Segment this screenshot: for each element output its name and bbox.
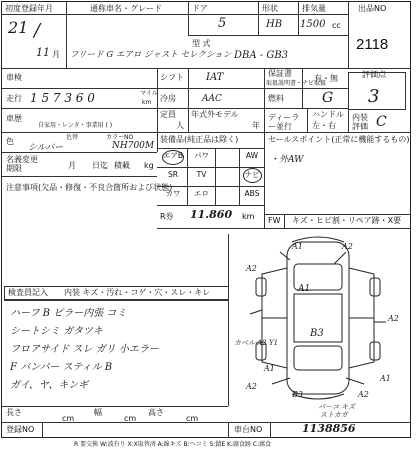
equip-tv: TV <box>196 170 207 179</box>
model-code-label: 型 式 <box>192 39 211 48</box>
chassis-value: 1138856 <box>302 422 356 435</box>
fw-options: キズ・ヒビ割・リペア跡・X要 <box>292 216 402 225</box>
door-value: 5 <box>218 16 227 31</box>
history-options: 自家用・レンタ・事業用 ( ) <box>38 122 113 129</box>
mark-a1-top: A1 <box>292 242 303 251</box>
mark-a1-right: A1 <box>298 284 311 294</box>
month-suffix: 月 <box>52 50 60 59</box>
shift-label: シフト <box>160 73 184 82</box>
sales-value: ・外AW <box>270 155 304 165</box>
damage-legend: R 要交換 W:波有り X:X取替済 A:線キズ B:へコミ S:錆E K:腐食跡 C:腐食 <box>74 441 272 448</box>
first-reg-month: 11 <box>36 46 50 59</box>
fw-label: FW <box>268 216 281 225</box>
lot-value: 2118 <box>356 36 389 53</box>
mark-a2-rear-right: A2 <box>358 390 369 399</box>
note-line-4: F バンパー スティル B <box>10 362 113 373</box>
load-unit: kg <box>144 161 154 170</box>
warranty-value: 有・無 <box>314 74 338 83</box>
shape-label: 形状 <box>262 4 278 13</box>
equip-ero: エロ <box>194 189 209 198</box>
equip-abs: ABS <box>244 189 260 198</box>
mark-a1-bottom-left: A1 <box>264 364 275 373</box>
first-reg-label: 初度登録年月 <box>5 4 53 13</box>
first-reg-year: 21 <box>8 18 29 37</box>
mark-bottom-note: ストカガ <box>320 411 348 419</box>
fuel-value: G <box>322 90 334 106</box>
dealer-label: ディーラー並行 <box>268 113 300 131</box>
mark-a1-bottom-right: A1 <box>380 374 391 383</box>
name-change-day: 日迄 <box>92 161 108 170</box>
color-no-label: カラーNO <box>106 134 134 141</box>
navi-circle-mark <box>243 168 262 183</box>
warranty-sub: 取扱説明書・ナビ取扱 <box>266 80 327 87</box>
odometer-value: 11.860 <box>190 208 233 221</box>
mark-b3-rear: B3 <box>292 390 303 399</box>
eval-value: 3 <box>368 86 380 107</box>
inspector-scope: 内装 キズ・汚れ・コゲ・穴・スレ・キレ <box>64 288 211 297</box>
load-label: 積載 <box>114 161 130 170</box>
chassis-label: 車台NO <box>234 425 263 434</box>
door-label: ドア <box>192 4 208 13</box>
mark-b3-center: B3 <box>310 328 324 339</box>
equip-sr: SR <box>168 170 178 179</box>
equip-kawa: カワ <box>165 189 181 198</box>
airbag-circle-mark <box>162 150 184 165</box>
aircon-value: AAC <box>202 94 222 104</box>
notes-label: 注意事項(欠品・修復・不良合箇所および状態) <box>6 183 173 192</box>
mark-a2-right: A2 <box>388 314 399 323</box>
handle-label: ハンドル <box>312 110 344 119</box>
mark-a2-bottom-left: A2 <box>246 382 257 391</box>
fuel-label: 燃料 <box>268 94 284 103</box>
equip-power: パワ <box>194 151 209 160</box>
color-no-value: NH700M <box>112 141 155 151</box>
note-line-3: フロアサイド スレ ガリ 小エラー <box>10 344 159 355</box>
model-name-value: フリード G エアロ ジャスト セレクション <box>70 50 232 60</box>
mark-a2-left: A2 <box>246 264 257 273</box>
note-line-1: ハーフ B ピラー内張 コミ <box>10 308 127 319</box>
color-label: 色 <box>6 137 14 146</box>
history-label: 車歴 <box>6 114 22 123</box>
interior-value: C <box>376 114 387 130</box>
inspector-label: 検査員記入 <box>8 288 48 297</box>
auction-sheet <box>1 1 411 438</box>
model-name-label: 通称車名・グレード <box>90 4 162 13</box>
odometer-label: R券 <box>160 212 174 221</box>
shaken-label: 車検 <box>6 73 22 82</box>
interior-label: 内装評価 <box>352 113 368 131</box>
odometer-unit: km <box>242 212 255 221</box>
mark-a2-top: A2 <box>342 242 353 251</box>
shift-value: IAT <box>206 72 224 83</box>
eval-label: 評価点 <box>362 70 386 79</box>
displacement-unit: cc <box>332 21 341 30</box>
shape-value: HB <box>266 19 283 30</box>
first-reg-slash: / <box>34 20 41 41</box>
capacity-unit: 人 <box>176 121 184 130</box>
reg-no-label: 登録NO <box>6 425 35 434</box>
warranty-label: 保証書 <box>268 69 292 78</box>
mileage-value: 1 5 7 3 6 0 <box>30 91 95 105</box>
color-change-label: 色替 <box>66 134 79 141</box>
car-diagram <box>242 234 392 406</box>
mileage-unit-top: マイル <box>140 90 158 97</box>
length-unit: cm <box>62 414 75 423</box>
mark-rear-note: パーコ キズ <box>318 403 356 411</box>
height-unit: cm <box>186 414 199 423</box>
sales-label: セールスポイント(正常に機能するもの) <box>268 135 410 144</box>
displacement-label: 排気量 <box>302 4 326 13</box>
equipment-label: 装備品(純正品は除く) <box>160 135 239 144</box>
name-change-label: 名義変更期限 <box>6 155 38 173</box>
equip-airbag: エアB <box>162 151 184 160</box>
model-code-value: DBA - GB3 <box>234 50 289 61</box>
mileage-unit-bottom: km <box>142 99 152 106</box>
name-change-month: 月 <box>68 161 76 170</box>
year-unit: 年 <box>252 121 260 130</box>
equip-aw: AW <box>245 151 259 160</box>
displacement-value: 1500 <box>300 19 326 30</box>
equip-navi: ナビ <box>244 170 260 179</box>
note-line-2: シートシミ ガタツキ <box>10 326 103 337</box>
note-line-5: ガイ、ヤ、キンギ <box>10 380 89 391</box>
year-label: 年式外モデル <box>191 110 239 119</box>
mark-kabe-note: カベル A2 Y1 <box>234 339 279 347</box>
width-unit: cm <box>124 414 137 423</box>
length-label: 長さ <box>6 408 22 417</box>
capacity-label: 定員 <box>160 110 176 119</box>
lot-label: 出品NO <box>358 4 387 13</box>
mileage-label: 走行 <box>6 94 22 103</box>
height-label: 高さ <box>148 408 164 417</box>
aircon-label: 冷房 <box>160 94 176 103</box>
color-value: シルバー <box>28 143 64 153</box>
handle-value: 左・右 <box>312 121 336 130</box>
width-label: 幅 <box>94 408 102 417</box>
